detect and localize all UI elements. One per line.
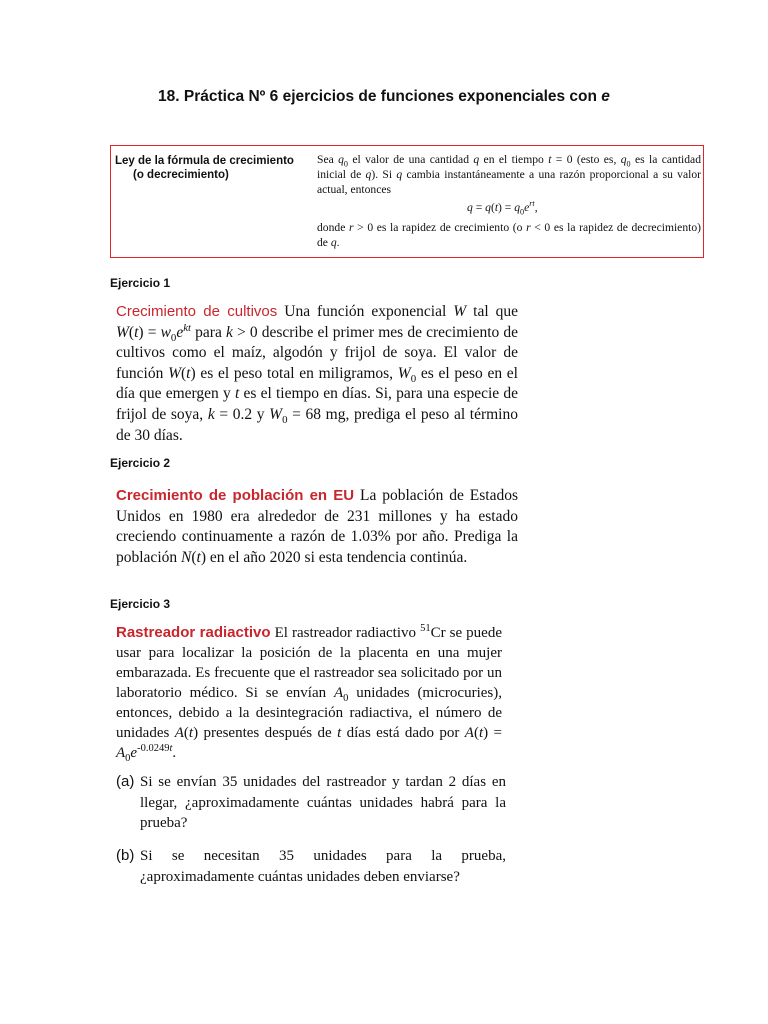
- exercise-3-text: Rastreador radiactivo El rastreador radiactivo $^{51}$Cr se puede usar para localizar la posición de la placenta en una mujer embarazada. Es frecuente que el rastreador sea solicitado por un laboratorio médico. Si se envían $A_0$ unidades (microcuries), entonces, debido a la desintegración radiactiva, el número de unidades A(t) presentes después de t días está dado por $A(t) = A_0e^{-0.0249t}$.: [116, 623, 502, 764]
- part-a-text: Si se envían 35 unidades del rastreador y tardan 2 días en llegar, ¿aproximadamente cuántas unidades habrá para la prueba?: [140, 774, 506, 831]
- part-b-mark: (b): [116, 847, 135, 864]
- exercise-2-text: Crecimiento de población en EU La población de Estados Unidos en 1980 era alrededor de 231 millones y ha estado creciendo continuamente a razón de 1.03% por año. Prediga la población N(t) en el año 2020 si esta tendencia continúa.: [116, 487, 518, 566]
- law-equation: $q = q(t) = q_0e^{rt}$,: [467, 199, 538, 217]
- law-name: [115, 154, 305, 182]
- growth-law-box: [110, 145, 704, 258]
- part-b-text: Si se necesitan 35 unidades para la prueba, ¿aproximadamente cuántas unidades deben enviarse?: [140, 848, 506, 885]
- law-intro: Sea $q_0$ el valor de una cantidad q en el tiempo t = 0 (esto es, $q_0$ es la cantidad inicial de q). Si q cambia instantáneamente a una razón proporcional a su valor actual, entonces: [317, 153, 701, 196]
- exercise-3-part-a: [116, 772, 506, 834]
- law-text: [317, 152, 701, 250]
- law-name-line2: (o decrecimiento): [133, 169, 229, 181]
- page-title-text: 18. Práctica Nº 6 ejercicios de funciones exponenciales con e: [158, 88, 610, 105]
- part-a-mark: (a): [116, 773, 135, 790]
- exercise-2-heading: Crecimiento de población en EU: [116, 487, 355, 504]
- exercise-1-label: Ejercicio 1: [110, 276, 171, 290]
- exercise-3-label: Ejercicio 3: [110, 597, 171, 611]
- page-title: [158, 88, 610, 106]
- law-name-line1: Ley de la fórmula de crecimiento: [115, 155, 294, 167]
- exercise-3-heading: Rastreador radiactivo: [116, 624, 271, 641]
- exercise-2-label: Ejercicio 2: [110, 456, 171, 470]
- law-after: donde r > 0 es la rapidez de crecimiento (o r < 0 es la rapidez de decrecimiento) de q.: [317, 221, 701, 249]
- exercise-1-text: Crecimiento de cultivos Una función exponencial W tal que $W(t) = w_0e^{kt}$ para k > 0 describe el primer mes de crecimiento de cultivos como el maíz, algodón y frijol de soya. El valor de función W(t) es el peso total en miligramos, $W_0$ es el peso en el día que emergen y t es el tiempo en días. Si, para una especie de frijol de soya, k = 0.2 y $W_0 = 68$ mg, prediga el peso al término de 30 días.: [116, 303, 519, 444]
- exercise-3-part-b: [116, 846, 506, 887]
- exercise-1-heading: Crecimiento de cultivos: [116, 303, 278, 320]
